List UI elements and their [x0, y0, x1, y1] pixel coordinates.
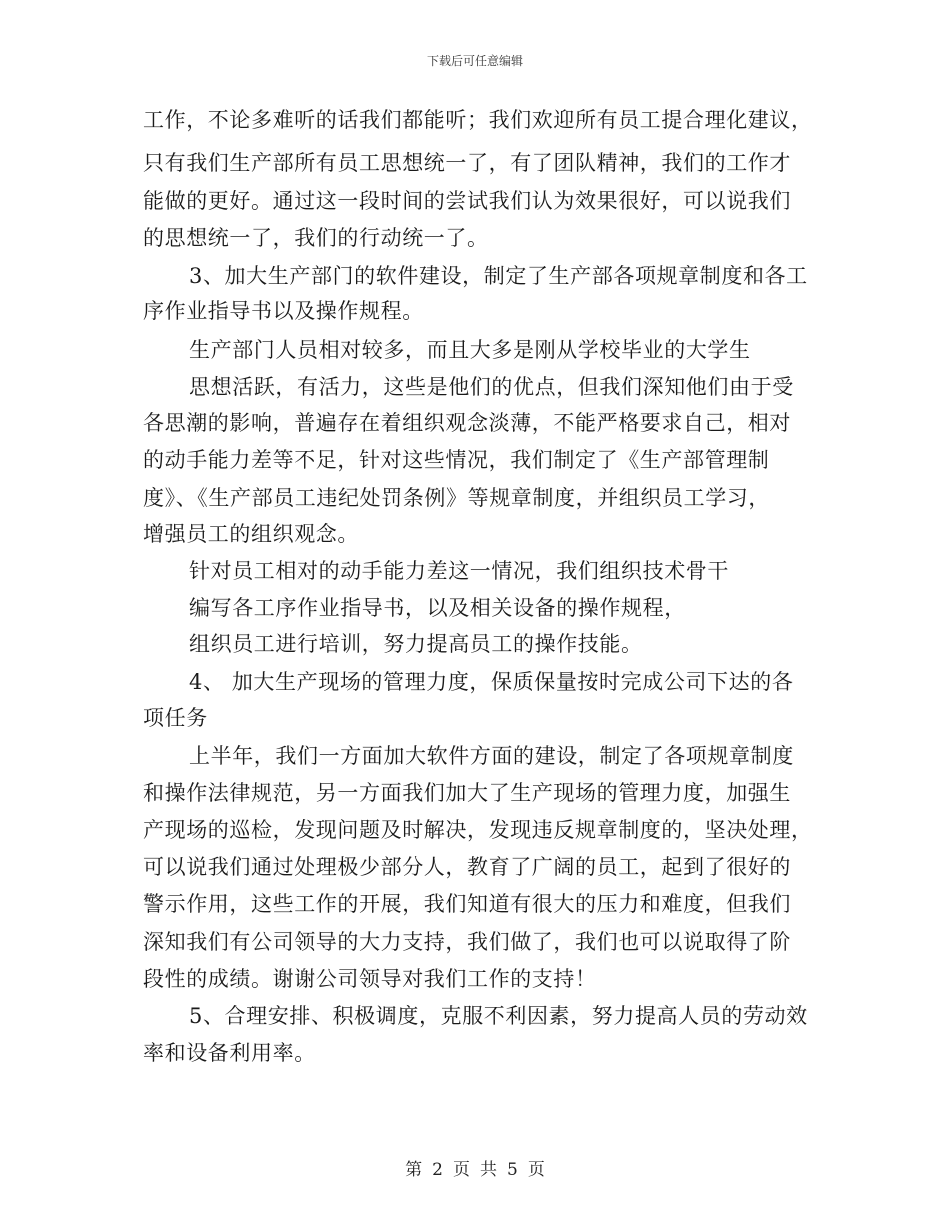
body-line: 上半年，我们一方面加大软件方面的建设，制定了各项规章制度: [189, 744, 794, 768]
footer-page-word: 页: [453, 1160, 470, 1180]
current-page-number: 2: [432, 1160, 443, 1180]
body-line: 编写各工序作业指导书，以及相关设备的操作规程，: [189, 596, 686, 620]
body-line: 增强员工的组织观念。: [143, 522, 359, 546]
body-line: 4、 加大生产现场的管理力度，保质保量按时完成公司下达的各: [189, 670, 794, 694]
body-line: 的思想统一了，我们的行动统一了。: [143, 226, 489, 250]
body-line: 组织员工进行培训，努力提高员工的操作技能。: [189, 632, 643, 656]
footer-suffix: 页: [527, 1160, 545, 1180]
body-line: 和操作法律规范，另一方面我们加大了生产现场的管理力度，加强生: [143, 781, 791, 805]
body-line: 的动手能力差等不足，针对这些情况，我们制定了《生产部管理制: [143, 448, 770, 472]
body-line: 序作业指导书以及操作规程。: [143, 299, 424, 323]
total-pages-number: 5: [507, 1160, 518, 1180]
body-line: 率和设备利用率。: [143, 1041, 316, 1065]
page-header: 下载后可任意编辑: [426, 54, 523, 68]
body-line: 段性的成绩。谢谢公司领导对我们工作的支持！: [143, 967, 597, 991]
body-line: 针对员工相对的动手能力差这一情况，我们组织技术骨干: [189, 559, 729, 583]
body-line: 警示作用，这些工作的开展，我们知道有很大的压力和难度，但我们: [143, 892, 791, 916]
body-line: 工作，不论多难听的话我们都能听；我们欢迎所有员工提合理化建议，: [143, 108, 813, 132]
footer-total-word: 共: [480, 1160, 497, 1180]
body-line: 能做的更好。通过这一段时间的尝试我们认为效果很好，可以说我们: [143, 189, 791, 213]
body-line: 度》、《生产部员工违纪处罚条例》等规章制度，并组织员工学习，: [143, 486, 770, 510]
body-line: 思想活跃，有活力，这些是他们的优点，但我们深知他们由于受: [189, 375, 794, 399]
body-line: 3、加大生产部门的软件建设，制定了生产部各项规章制度和各工: [189, 264, 808, 288]
body-line: 5、合理安排、积极调度，克服不利因素，努力提高人员的劳动效: [189, 1004, 808, 1028]
body-line: 项任务: [143, 706, 208, 730]
body-line: 深知我们有公司领导的大力支持，我们做了，我们也可以说取得了阶: [143, 930, 791, 954]
body-line: 各思潮的影响，普遍存在着组织观念淡薄，不能严格要求自己，相对: [143, 411, 791, 435]
page-footer: [0, 1155, 950, 1180]
footer-prefix: 第: [405, 1160, 423, 1180]
body-line: 只有我们生产部所有员工思想统一了，有了团队精神，我们的工作才: [143, 151, 791, 175]
body-line: 产现场的巡检，发现问题及时解决，发现违反规章制度的，坚决处理，: [143, 818, 813, 842]
body-line: 生产部门人员相对较多，而且大多是刚从学校毕业的大学生: [189, 338, 751, 362]
body-line: 可以说我们通过处理极少部分人，教育了广阔的员工，起到了很好的: [143, 855, 791, 879]
